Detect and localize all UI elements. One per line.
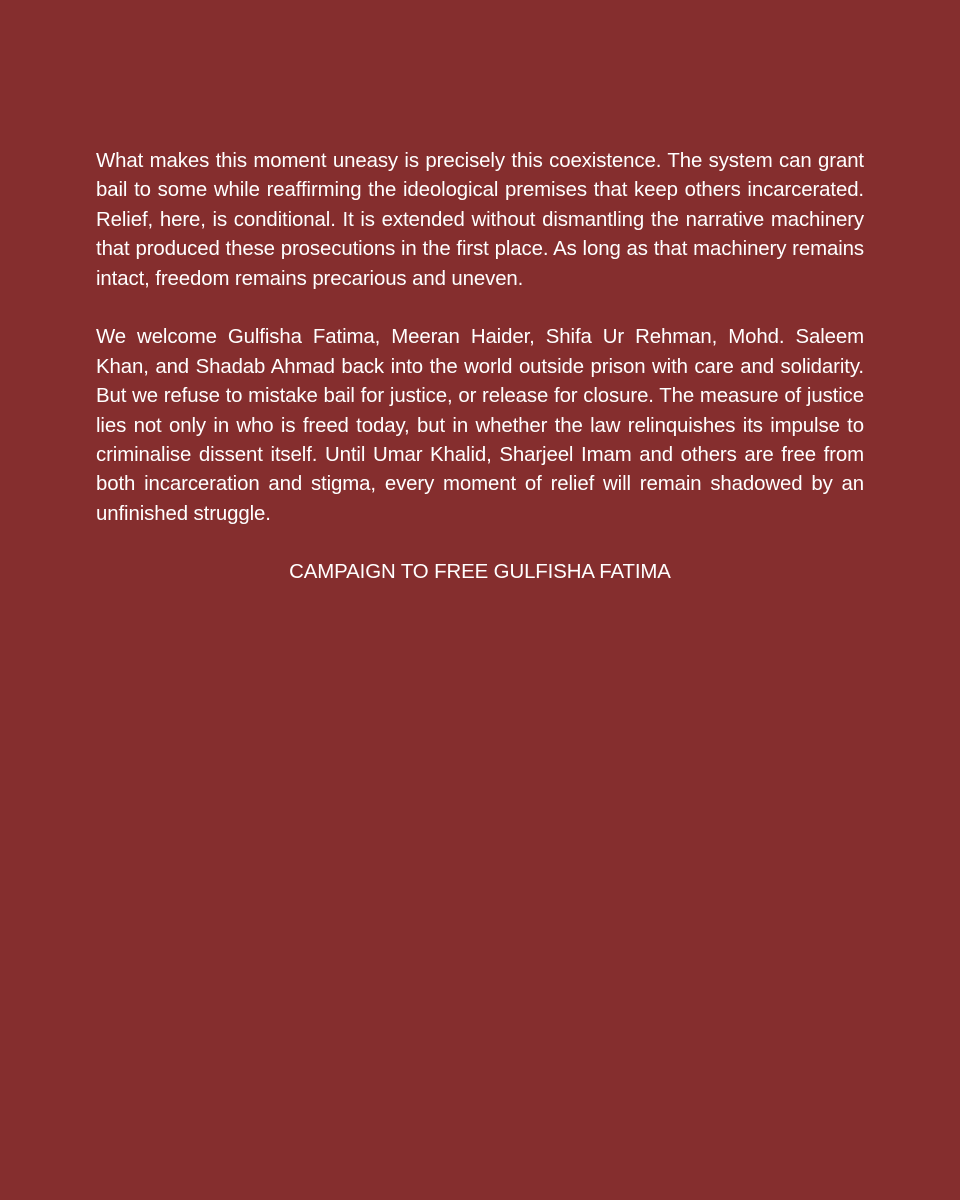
campaign-signature: CAMPAIGN TO FREE GULFISHA FATIMA — [289, 561, 671, 584]
paragraph-welcome: We welcome Gulfisha Fatima, Meeran Haider, Shifa Ur Rehman, Mohd. Saleem Khan, and Shadab Ahmad back into the world outside prison with care and solidarity. But we refuse to mistake bail for justice, or release for closure. The measure of justice lies not only in who is freed today, but in whether the law relinquishes its impulse to criminalise dissent itself. Until Umar Khalid, Sharjeel Imam and others are free from both incarceration and stigma, every moment of relief will remain shadowed by an unfinished struggle. — [96, 326, 864, 525]
paragraph-coexistence: What makes this moment uneasy is precisely this coexistence. The system can grant bail to some while reaffirming the ideological premises that keep others incarcerated. Relief, here, is conditional. It is extended without dismantling the narrative machinery that produced these prosecutions in the first place. As long as that machinery remains intact, freedom remains precarious and uneven. — [96, 150, 864, 290]
statement-body — [96, 147, 864, 529]
